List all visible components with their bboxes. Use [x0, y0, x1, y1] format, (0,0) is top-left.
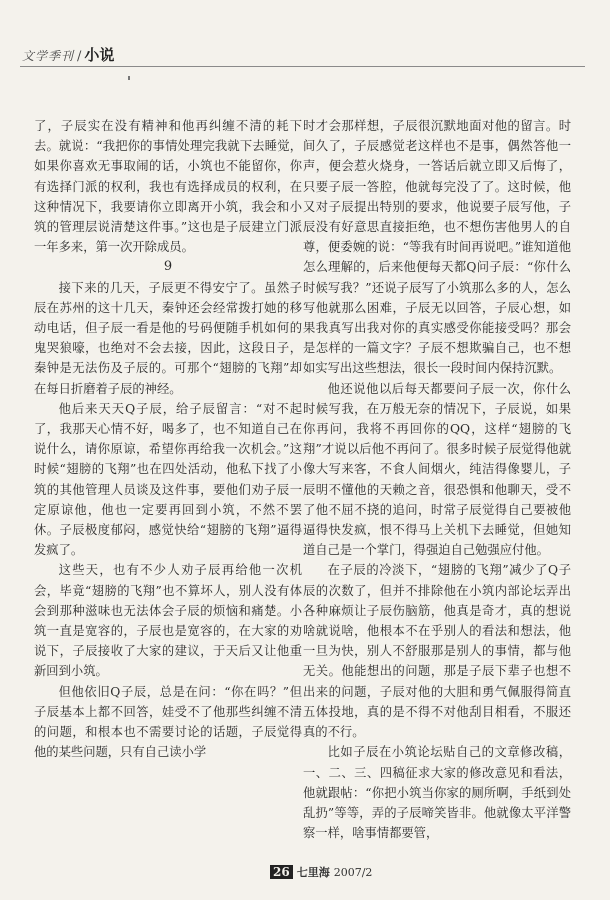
issue-label: 2007/2	[333, 866, 373, 879]
right-column	[303, 116, 571, 843]
section-title: 小说	[84, 46, 115, 64]
paragraph: 比如子辰在小筑论坛贴自己的文章修改稿，一、二、三、四稿征求大家的修改意见和看法，他就跟帖：“你把小筑当你家的厕所啊，手纸到处乱扔”等等，弄的子辰啼笑皆非。他就像太平洋警察一样，啥事情都要管，	[303, 745, 571, 841]
running-header	[22, 44, 114, 64]
paragraph: 他还说他以后每天都要问子辰一次，你什么时候写我，在万般无奈的情况下，子辰说，如果你再问，我将不再回你的QQ，这样“翅膀的飞翔”才说以后他不再问了。很多时候子辰觉得他就像大写来客，不食人间烟火，纯洁得像婴儿，子辰明不懂他的天赖之音，很恐惧和他聊天，受不了他不屈不挠的追问，时常子辰觉得自己要被他逼得快发疯，恨不得马上关机下去睡觉，但她知道自己是一个掌门，得强迫自己勉强应付他。	[303, 381, 571, 558]
chapter-number: 9	[163, 259, 173, 275]
left-column	[34, 116, 302, 763]
magazine-name: 七里海	[296, 866, 330, 879]
paragraph: 在子辰的冷淡下，“翅膀的飞翔”减少了Q子辰的次数了，但并不排除他在小筑内部论坛弄出各种麻烦让子辰伤脑筋，他真是奇才，真的想说啥就说啥，他根本不在乎别人的看法和想法，他一旦为快，别人不舒服那是别人的事情，都与他无关。他能想出的问题，那是子辰下辈子也想不出来的问题，子辰对他的大胆和勇气佩服得简直五体投地，真的是不得不对他刮目相看，不服还真的不行。	[303, 563, 571, 740]
paragraph: 他后来天天Q子辰，给子辰留言：“对不起了，我那天心情不好，喝多了，也不知道自己在说什么，请你原谅，希望你再给我一次机会。”这时候“翅膀的飞翔”也在四处活动，他私下找了小筑的其他管理人员谈及这件事，要他们劝子辰一定原谅他，他也一定要再回到小筑，不然不罢休。子辰极度郁闷，感觉快给“翅膀的飞翔”逼得发疯了。	[34, 401, 302, 558]
header-separator: /	[77, 49, 82, 64]
page-number: 26	[270, 865, 293, 879]
paragraph: 了，子辰实在没有精神和他再纠缠不清的耗下去。就说：“我把你的事情处理完我就下去睡觉，如果你喜欢无事取闹的话，小筑也不能留你，你有选择门派的权利，我也有选择成员的权利，在这种情况下，我要请你立即离开小筑，我会和小筑的管理层说清楚这件事。”这也是子辰建立门派一年多来，第一次开除成员。	[34, 119, 302, 255]
paragraph: 接下来的几天，子辰更不得安宁了。虽然子辰在苏州的这十几天，秦钟还会经常拨打她的移动电话，但子辰一看是他的号码便随手机如何的鬼哭狼嚎，也绝对不会去接，因此，这段日子，秦钟是无法伤及子辰的。可那个“翅膀的飞翔”却在每日折磨着子辰的神经。	[34, 280, 302, 396]
journal-name: 文学季刊	[22, 49, 75, 63]
print-mark	[128, 76, 130, 80]
header-rule	[20, 66, 585, 67]
paragraph: 这些天，也有不少人劝子辰再给他一次机会，毕竟“翅膀的飞翔”也不算坏人，别人没有体会到那种滋味也无法体会子辰的烦恼和痛楚。小筑一直是宽容的，子辰也是宽容的，在大家的劝说下，子辰接收了大家的建议，于天后又让他重新回到小筑。	[34, 563, 302, 679]
paragraph: 时才会那样想，子辰很沉默地面对他的留言。时间久了，子辰感觉老这样也不是事，偶然答他一声，便会惹火烧身，一答话后就立即又后悔了，只要子辰一答腔，他就每完没了了。这时候，他又对子辰提出特别的要求，他说要子辰写他，子辰没有好意思直接拒绝，也不想伤害他男人的自尊，便委婉的说：“等我有时间再说吧。”谁知道他怎么理解的，后来他便每天都Q问子辰：“你什么时候写我？”还说子辰写了小筑那么多的人，怎么写他就那么困难，子辰无以回答，子辰心想，如果我真写出我对你的真实感受你能接受吗？那会是怎样的一篇文字？子辰不想欺骗自己，也不想如实写出这些想法，很长一段时间内保持沉默。	[303, 119, 571, 376]
paragraph: 但他依旧Q子辰，总是在问：“你在吗？”但子辰基本上都不回答，娃受不了他那些纠缠不清的问题，和根本也不需要讨论的话题，子辰觉得他的某些问题，只有自己读小学	[34, 684, 302, 760]
page-footer	[270, 864, 372, 880]
